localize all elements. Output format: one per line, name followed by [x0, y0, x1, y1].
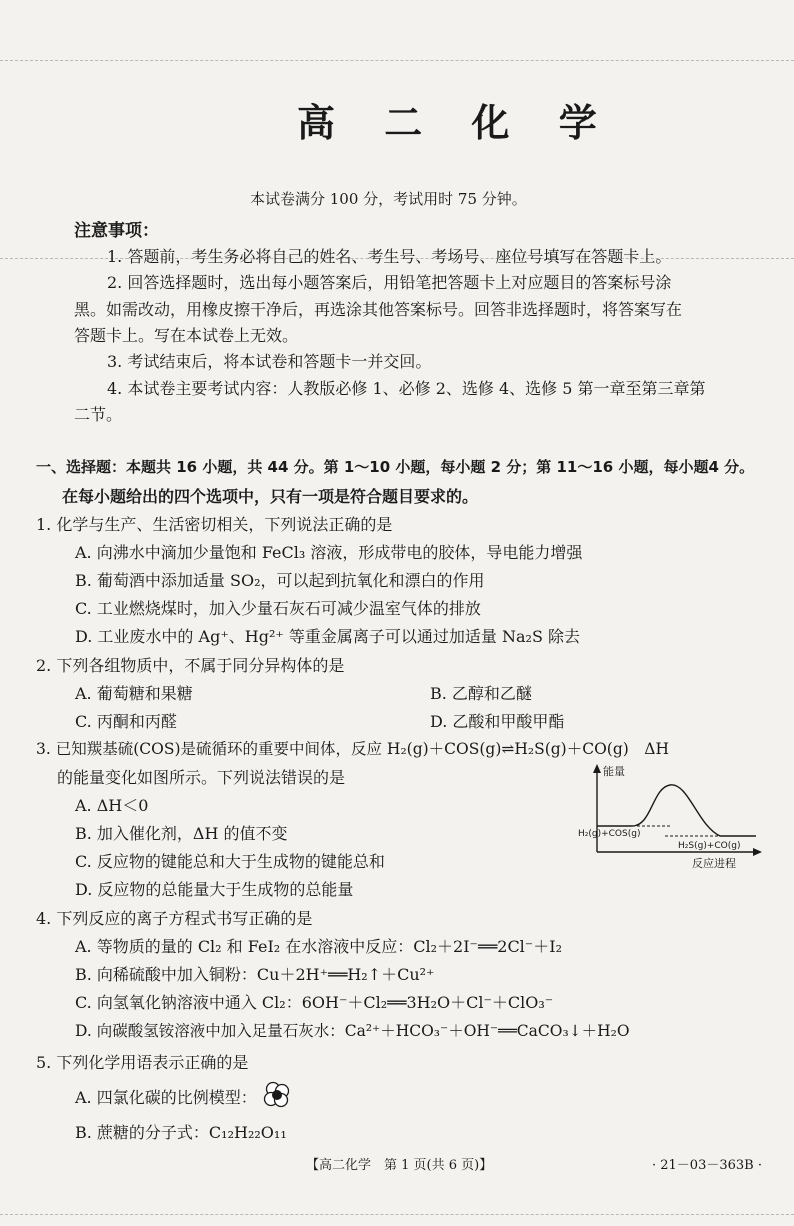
question-5-option-a: A. 四氯化碳的比例模型： — [75, 1088, 257, 1107]
question-3-option-c: C. 反应物的键能总和大于生成物的键能总和 — [75, 852, 385, 871]
notice-heading: 注意事项： — [74, 221, 159, 241]
question-1-option-a: A. 向沸水中滴加少量饱和 FeCl₃ 溶液，形成带电的胶体，导电能力增强 — [75, 543, 583, 562]
dashed-line — [0, 60, 794, 61]
notice-item-2-cont2: 答题卡上。写在本试卷上无效。 — [74, 326, 299, 345]
question-3-stem: 3. 已知羰基硫(COS)是硫循环的重要中间体，反应 H₂(g)＋COS(g)⇌H₂S(g)＋CO(g) ΔH — [36, 740, 670, 758]
x-axis-label: 反应进程 — [692, 857, 736, 870]
question-3-stem-cont: 的能量变化如图所示。下列说法错误的是 — [57, 768, 346, 787]
section-instruction: 在每小题给出的四个选项中，只有一项是符合题目要求的。 — [62, 487, 479, 506]
notice-item-4-cont: 二节。 — [74, 405, 123, 424]
products-label: H₂S(g)+CO(g) — [678, 841, 741, 851]
reactants-label: H₂(g)+COS(g) — [578, 829, 641, 839]
question-4-option-b: B. 向稀硫酸中加入铜粉：Cu＋2H⁺══H₂↑＋Cu²⁺ — [75, 965, 435, 984]
question-1-option-d: D. 工业废水中的 Ag⁺、Hg²⁺ 等重金属离子可以通过加适量 Na₂S 除去 — [75, 627, 580, 646]
notice-item-1: 1. 答题前，考生务必将自己的姓名、考生号、考场号、座位号填写在答题卡上。 — [107, 247, 672, 266]
notice-item-2: 2. 回答选择题时，选出每小题答案后，用铅笔把答题卡上对应题目的答案标号涂 — [107, 273, 672, 292]
exam-code: · 21－03－363B · — [652, 1158, 762, 1173]
question-1-option-c: C. 工业燃烧煤时，加入少量石灰石可减少温室气体的排放 — [75, 599, 481, 618]
question-2-option-b: B. 乙醇和乙醚 — [430, 684, 532, 703]
notice-item-3: 3. 考试结束后，将本试卷和答题卡一并交回。 — [107, 352, 432, 371]
energy-diagram — [570, 760, 770, 872]
ccl4-model-icon — [262, 1080, 292, 1110]
question-1-option-b: B. 葡萄酒中添加适量 SO₂，可以起到抗氧化和漂白的作用 — [75, 571, 485, 590]
page-footer: 【高二化学 第 1 页(共 6 页)】 — [306, 1158, 493, 1173]
section-heading: 一、选择题：本题共 16 小题，共 44 分。第 1～10 小题，每小题 2 分；第 11～16 小题，每小题4 分。 — [36, 458, 755, 476]
question-2-option-c: C. 丙酮和丙醛 — [75, 712, 177, 731]
dashed-line — [0, 1214, 794, 1215]
question-5-stem: 5. 下列化学用语表示正确的是 — [36, 1053, 249, 1072]
question-2-option-a: A. 葡萄糖和果糖 — [75, 684, 193, 703]
question-2-option-d: D. 乙酸和甲酸甲酯 — [430, 712, 565, 731]
question-1-stem: 1. 化学与生产、生活密切相关，下列说法正确的是 — [36, 515, 393, 534]
notice-item-2-cont: 黑。如需改动，用橡皮擦干净后，再选涂其他答案标号。回答非选择题时，将答案写在 — [74, 300, 683, 319]
question-3-option-d: D. 反应物的总能量大于生成物的总能量 — [75, 880, 354, 899]
question-3-option-a: A. ΔH＜0 — [75, 796, 149, 815]
question-2-stem: 2. 下列各组物质中，不属于同分异构体的是 — [36, 656, 345, 675]
notice-item-4: 4. 本试卷主要考试内容：人教版必修 1、必修 2、选修 4、选修 5 第一章至第三章第 — [107, 379, 706, 398]
page-title: 高 二 化 学 — [297, 101, 615, 145]
question-4-option-c: C. 向氢氧化钠溶液中通入 Cl₂：6OH⁻＋Cl₂══3H₂O＋Cl⁻＋ClO₃⁻ — [75, 993, 554, 1012]
exam-info: 本试卷满分 100 分，考试用时 75 分钟。 — [250, 190, 527, 208]
question-5-option-b: B. 蔗糖的分子式：C₁₂H₂₂O₁₁ — [75, 1123, 287, 1142]
question-3-option-b: B. 加入催化剂，ΔH 的值不变 — [75, 824, 288, 843]
question-4-option-d: D. 向碳酸氢铵溶液中加入足量石灰水：Ca²⁺＋HCO₃⁻＋OH⁻══CaCO₃↓＋H₂O — [75, 1022, 630, 1040]
y-axis-label: 能量 — [603, 765, 625, 778]
question-4-stem: 4. 下列反应的离子方程式书写正确的是 — [36, 909, 313, 928]
question-4-option-a: A. 等物质的量的 Cl₂ 和 FeI₂ 在水溶液中反应：Cl₂＋2I⁻══2Cl⁻＋I₂ — [75, 937, 562, 956]
